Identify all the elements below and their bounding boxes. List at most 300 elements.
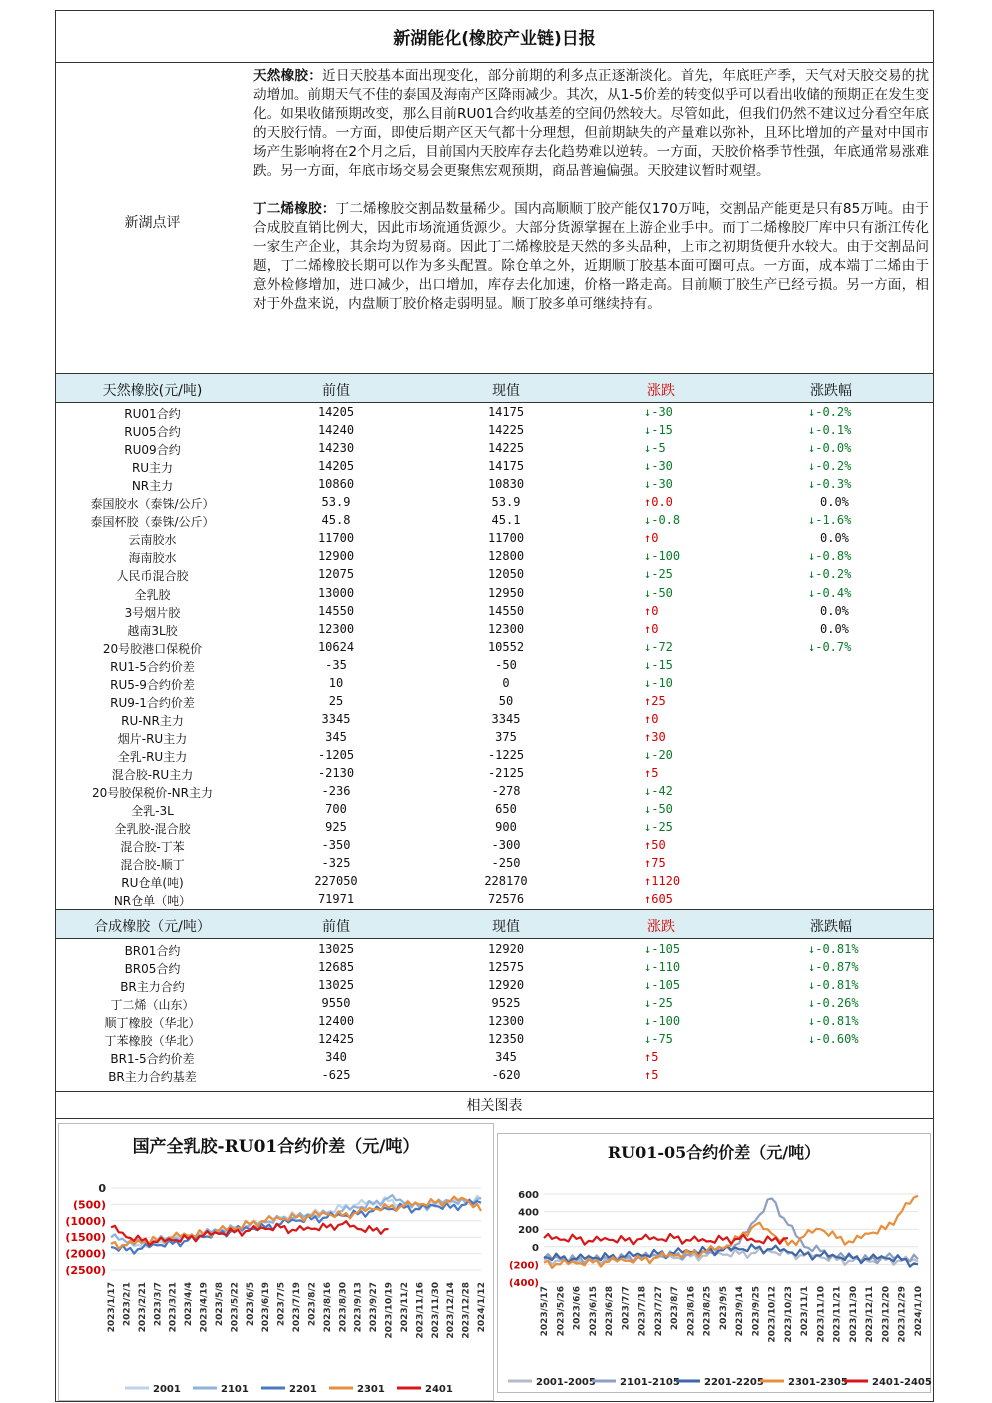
row-current-value: 9525 <box>491 996 521 1011</box>
row-name: RU01合约 <box>124 407 181 421</box>
row-current-value: 10830 <box>487 477 525 492</box>
arrow-down-icon: ↓ <box>644 942 652 956</box>
arrow-down-icon: ↓ <box>644 657 652 672</box>
series-line-2401-2405 <box>544 1234 788 1245</box>
arrow-up-icon: ↑ <box>644 531 652 546</box>
arrow-down-icon: ↓ <box>644 978 652 993</box>
row-change <box>644 676 724 690</box>
arrow-up-icon: ↑ <box>644 1068 652 1083</box>
row-current-value: -250 <box>491 856 521 871</box>
row-change-pct <box>808 459 898 473</box>
row-name: 20号胶港口保税价 <box>102 641 203 656</box>
natural-rubber-comment <box>253 67 929 181</box>
row-prev-value: 14240 <box>317 423 355 438</box>
row-prev-value: 13000 <box>317 585 355 600</box>
row-prev-value: 12300 <box>317 621 355 636</box>
chart-latex-ru01-spread <box>58 1123 494 1401</box>
chart-ru01-05-spread <box>497 1133 931 1393</box>
row-change <box>644 477 724 491</box>
table-row <box>56 977 933 995</box>
row-current-value: 45.1 <box>491 513 521 528</box>
row-change-pct-value: -0.81% <box>815 1014 859 1029</box>
row-current-value: 12300 <box>487 1014 525 1029</box>
table-row <box>56 1049 933 1067</box>
row-change <box>644 820 724 834</box>
arrow-down-icon: ↓ <box>644 441 652 456</box>
row-change-value: -15 <box>651 657 673 672</box>
row-change-value: -25 <box>651 820 673 835</box>
arrow-down-icon: ↓ <box>808 996 816 1011</box>
row-name: 全乳-3L <box>131 804 174 819</box>
legend-label: 2001 <box>153 1384 181 1395</box>
row-change-pct <box>808 622 898 636</box>
row-prev-value: 13025 <box>317 978 355 993</box>
y-tick-label: 0 <box>98 1182 106 1195</box>
row-change <box>644 586 724 600</box>
legend-label: 2301 <box>357 1384 385 1395</box>
row-name: 顺丁橡胶（华北） <box>104 1016 201 1031</box>
x-tick-label: 2023/8/25 <box>702 1286 713 1337</box>
row-change <box>644 1032 724 1046</box>
row-prev-value: 10860 <box>317 477 355 492</box>
row-name: 全乳胶 <box>134 587 171 602</box>
y-tick-label: (2500) <box>65 1264 106 1277</box>
table-row <box>56 494 933 512</box>
y-tick-label: 400 <box>518 1207 539 1219</box>
row-current-value: 12920 <box>487 978 525 993</box>
row-change-value: -10 <box>651 675 673 690</box>
row-name: 丁苯橡胶（华北） <box>104 1034 201 1049</box>
row-name: 人民币混合胶 <box>116 569 189 584</box>
table-row <box>56 783 933 801</box>
row-change-pct <box>808 477 898 491</box>
row-change-pct <box>808 405 898 419</box>
natural-rubber-body: 近日天胶基本面出现变化，部分前期的利多点正逐渐淡化。首先，年底旺产季，天气对天胶交易的扰动增加。前期天气不佳的泰国及海南产区降雨减少。其次，从1-5价差的转变似乎可以看出收储的预期正在发生变化。如果收储预期改变，那么目前RU01合约收基差的空间仍然较大。尽管如此，但我们仍然不建议过分看空年底的天胶行情。一方面，即使后期产区天气都十分理想，但前期缺失的产量难以弥补，且环比增加的产量对中国市场产生影响将在2个月之后，目前国内天胶库存去化趋势难以逆转。一方面，天胶价格季节性强，年底通常易涨难跌。另一方面，年底市场交易会更聚焦宏观预期，商品普遍偏强。天胶建议暂时观望。 <box>253 68 930 179</box>
row-change-value: 25 <box>651 693 666 708</box>
x-tick-label: 2023/8/30 <box>338 1282 349 1333</box>
row-change-value: 50 <box>651 838 666 853</box>
row-prev-value: 25 <box>328 693 344 708</box>
row-prev-value: 10624 <box>317 639 355 654</box>
arrow-down-icon: ↓ <box>808 405 816 419</box>
table-row <box>56 729 933 747</box>
row-prev-value: 13025 <box>317 942 355 956</box>
row-prev-value: -350 <box>321 838 351 853</box>
row-change-value: -30 <box>651 477 673 492</box>
table-row <box>56 873 933 891</box>
row-name: 3号烟片胶 <box>124 605 181 620</box>
arrow-down-icon: ↓ <box>644 1032 652 1047</box>
synthetic-table-header <box>56 909 933 939</box>
row-change-value: 0 <box>651 531 659 546</box>
row-change-value: -5 <box>651 441 666 456</box>
row-change-value: -25 <box>651 996 673 1011</box>
table-row <box>56 693 933 711</box>
table-row <box>56 801 933 819</box>
table-row <box>56 512 933 530</box>
x-tick-label: 2023/7/19 <box>292 1282 302 1333</box>
table-row <box>56 639 933 657</box>
arrow-down-icon: ↓ <box>644 477 652 492</box>
y-tick-label: (2000) <box>65 1247 106 1261</box>
y-tick-label: 600 <box>518 1190 539 1201</box>
chart2-svg <box>498 1134 932 1394</box>
arrow-down-icon: ↓ <box>808 441 816 456</box>
arrow-up-icon: ↑ <box>644 711 652 726</box>
row-current-value: -620 <box>491 1068 521 1083</box>
arrow-up-icon: ↑ <box>644 495 652 510</box>
table-row <box>56 476 933 494</box>
row-current-value: 345 <box>495 1050 517 1065</box>
row-change-value: 30 <box>651 729 666 744</box>
table-row <box>56 440 933 458</box>
row-prev-value: -1205 <box>317 747 355 762</box>
row-name: 混合胶-顺丁 <box>120 858 185 873</box>
row-change <box>644 549 724 563</box>
arrow-down-icon: ↓ <box>808 1032 816 1047</box>
row-change-value: 5 <box>651 1050 659 1065</box>
row-change <box>644 567 724 581</box>
x-tick-label: 2023/1/17 <box>107 1282 117 1333</box>
x-tick-label: 2023/12/20 <box>881 1286 892 1343</box>
natural-header-pct: 涨跌幅 <box>810 383 852 399</box>
table-row <box>56 422 933 440</box>
row-name: RU1-5合约价差 <box>110 659 195 674</box>
row-change-pct-value: -0.87% <box>815 960 859 975</box>
natural-table-header <box>56 373 933 403</box>
row-change <box>644 441 724 455</box>
row-change <box>644 748 724 762</box>
legend-label: 2101 <box>221 1384 249 1395</box>
row-change-value: -42 <box>651 784 673 799</box>
row-current-value: -278 <box>491 784 521 799</box>
x-tick-label: 2023/4/19 <box>199 1282 210 1333</box>
row-name: 越南3L胶 <box>127 623 178 638</box>
row-prev-value: 12400 <box>317 1014 355 1029</box>
row-change-value: -110 <box>651 960 681 975</box>
y-tick-label: (400) <box>508 1278 539 1289</box>
row-prev-value: -2130 <box>317 766 355 780</box>
x-tick-label: 2023/11/2 <box>399 1282 410 1333</box>
row-change-pct <box>808 423 898 437</box>
row-change-pct-value: 0.0% <box>820 531 849 546</box>
legend-label: 2201-2205 <box>704 1377 764 1388</box>
row-name: 泰国胶水（泰铢/公斤） <box>90 497 215 512</box>
row-change-value: -50 <box>651 585 673 600</box>
row-current-value: 12050 <box>487 567 525 582</box>
natural-header-cur: 现值 <box>492 383 520 399</box>
row-change-value: -20 <box>651 747 673 762</box>
x-tick-label: 2023/12/29 <box>897 1286 908 1343</box>
table-row <box>56 995 933 1013</box>
arrow-down-icon: ↓ <box>808 513 816 528</box>
row-prev-value: -325 <box>321 856 351 871</box>
row-change <box>644 978 724 992</box>
commentary-section <box>56 63 933 381</box>
row-change-pct-value: -0.4% <box>815 585 852 600</box>
table-row <box>56 566 933 584</box>
row-change-pct <box>808 1032 898 1046</box>
x-tick-label: 2023/5/26 <box>556 1286 567 1337</box>
row-prev-value: 14550 <box>317 603 355 618</box>
row-change <box>644 531 724 545</box>
row-change <box>644 1068 724 1082</box>
row-change <box>644 892 724 906</box>
y-tick-label: (1500) <box>65 1231 106 1245</box>
x-tick-label: 2023/8/16 <box>686 1286 697 1337</box>
br-rubber-body: 丁二烯橡胶交割品数量稀少。国内高顺顺丁胶产能仅170万吨，交割品产能更是只有85万吨。由于合成胶直销比例大，因此市场流通货源少。大部分货源掌握在上游企业手中。而丁二烯橡胶厂库中只有浙江传化一家生产企业，其余均为贸易商。因此丁二烯橡胶是天然的多头品种，上市之初期货便升水较大。由于交割品问题，丁二烯橡胶长期可以作为多头配置。除仓单之外，近期顺丁胶基本面可圈可点。一方面，成本端丁二烯由于意外检修增加，进口减少，出口增加，库存去化加速，价格一路走高。目前顺丁胶生产已经亏损。另一方面，相对于外盘来说，内盘顺丁胶价格走弱明显。顺丁胶多单可继续持有。 <box>253 201 929 312</box>
x-tick-label: 2023/2/1 <box>122 1282 133 1327</box>
row-change-pct-value: -0.2% <box>815 567 852 582</box>
row-name: 烟片-RU主力 <box>117 731 188 746</box>
row-change <box>644 730 724 744</box>
row-change-value: -100 <box>651 1014 681 1029</box>
table-row <box>56 603 933 621</box>
row-name: 云南胶水 <box>128 533 177 548</box>
row-current-value: 14175 <box>487 459 525 474</box>
row-prev-value: 12685 <box>317 960 355 975</box>
arrow-down-icon: ↓ <box>644 1014 652 1029</box>
row-change-value: -50 <box>651 802 673 817</box>
natural-header-name: 天然橡胶(元/吨) <box>102 383 203 399</box>
chart1-svg <box>59 1124 495 1402</box>
x-tick-label: 2024/1/10 <box>914 1286 924 1337</box>
arrow-down-icon: ↓ <box>808 960 816 975</box>
row-change <box>644 513 724 527</box>
row-change-pct-value: -0.3% <box>815 477 852 492</box>
row-change <box>644 766 724 780</box>
row-name: 全乳胶-混合胶 <box>114 822 191 837</box>
x-tick-label: 2023/6/6 <box>572 1286 583 1331</box>
x-tick-label: 2023/3/7 <box>153 1282 164 1327</box>
arrow-down-icon: ↓ <box>644 549 652 564</box>
table-row <box>56 1031 933 1049</box>
row-change <box>644 694 724 708</box>
row-current-value: -50 <box>495 657 517 672</box>
br-rubber-heading: 丁二烯橡胶： <box>253 201 336 217</box>
y-tick-label: (1000) <box>65 1214 106 1228</box>
x-tick-label: 2023/8/16 <box>322 1282 333 1333</box>
row-change-value: -15 <box>651 423 673 438</box>
x-tick-label: 2023/12/28 <box>461 1282 472 1339</box>
row-change-value: -105 <box>651 978 681 993</box>
row-change <box>644 405 724 419</box>
arrow-down-icon: ↓ <box>644 513 652 528</box>
arrow-down-icon: ↓ <box>808 978 816 993</box>
row-change-value: -30 <box>651 405 673 419</box>
row-change-pct <box>808 586 898 600</box>
row-current-value: 50 <box>498 693 514 708</box>
row-prev-value: 9550 <box>321 996 351 1011</box>
x-tick-label: 2023/7/27 <box>653 1286 664 1337</box>
table-row <box>56 675 933 693</box>
arrow-up-icon: ↑ <box>644 856 652 871</box>
row-current-value: 0 <box>502 675 510 690</box>
arrow-up-icon: ↑ <box>644 729 652 744</box>
row-change-value: -72 <box>651 639 673 654</box>
row-prev-value: 227050 <box>314 874 358 889</box>
chart1-title: 国产全乳胶-RU01合约价差（元/吨） <box>132 1137 420 1157</box>
row-prev-value: 12425 <box>317 1032 355 1047</box>
row-name: BR05合约 <box>124 962 181 977</box>
row-change <box>644 1050 724 1064</box>
row-prev-value: 10 <box>328 675 344 690</box>
x-tick-label: 2023/12/11 <box>865 1286 876 1343</box>
row-change-pct-value: -0.7% <box>815 639 852 654</box>
table-row <box>56 765 933 783</box>
report-title: 新湖能化(橡胶产业链)日报 <box>56 11 933 63</box>
x-tick-label: 2023/9/5 <box>718 1286 729 1331</box>
commentary-text <box>253 67 929 333</box>
row-prev-value: 700 <box>325 802 347 817</box>
row-prev-value: 45.8 <box>321 513 351 528</box>
row-name: 丁二烯（山东） <box>110 998 195 1013</box>
row-change-pct-value: 0.0% <box>820 621 849 636</box>
row-change-pct <box>808 996 898 1010</box>
arrow-down-icon: ↓ <box>644 996 652 1011</box>
row-name: RU-NR主力 <box>121 713 184 728</box>
row-name: 混合胶-丁苯 <box>120 840 185 855</box>
arrow-down-icon: ↓ <box>644 567 652 582</box>
x-tick-label: 2023/5/8 <box>214 1282 225 1327</box>
row-current-value: 12950 <box>487 585 525 600</box>
row-change-value: 0 <box>651 711 659 726</box>
row-prev-value: 345 <box>325 729 347 744</box>
row-change-pct <box>808 531 898 545</box>
arrow-down-icon: ↓ <box>644 405 652 419</box>
x-tick-label: 2023/11/30 <box>430 1282 441 1339</box>
synthetic-header-prev: 前值 <box>322 919 350 935</box>
legend-label: 2401 <box>425 1384 453 1395</box>
arrow-up-icon: ↑ <box>644 603 652 618</box>
row-prev-value: 12075 <box>317 567 355 582</box>
row-change <box>644 996 724 1010</box>
x-tick-label: 2023/5/17 <box>540 1286 550 1337</box>
row-change-value: 75 <box>651 856 666 871</box>
row-change-pct-value: -0.1% <box>815 423 852 438</box>
arrow-up-icon: ↑ <box>644 838 652 853</box>
row-change-pct <box>808 567 898 581</box>
arrow-down-icon: ↓ <box>808 639 816 654</box>
row-change <box>644 622 724 636</box>
arrow-down-icon: ↓ <box>644 960 652 975</box>
row-change-value: 0.0 <box>651 495 673 510</box>
x-tick-label: 2023/8/2 <box>307 1282 318 1327</box>
table-row <box>56 891 933 909</box>
row-current-value: 11700 <box>487 531 525 546</box>
row-change-pct-value: -0.8% <box>815 549 852 564</box>
row-change-pct-value: -0.2% <box>815 405 852 419</box>
arrow-down-icon: ↓ <box>644 639 652 654</box>
row-change-value: 1120 <box>651 874 681 889</box>
row-name: 泰国杯胶（泰铢/公斤） <box>90 515 215 530</box>
x-tick-label: 2023/6/28 <box>605 1286 616 1337</box>
row-change <box>644 495 724 509</box>
row-current-value: 12575 <box>487 960 525 975</box>
arrow-down-icon: ↓ <box>644 459 652 474</box>
legend-label: 2001-2005 <box>536 1377 596 1388</box>
row-current-value: -1225 <box>487 747 525 762</box>
row-change-pct-value: -0.26% <box>815 996 859 1011</box>
arrow-up-icon: ↑ <box>644 693 652 708</box>
row-change-value: -105 <box>651 942 681 956</box>
row-name: RU5-9合约价差 <box>110 677 195 692</box>
row-change-value: 0 <box>651 603 659 618</box>
row-current-value: -2125 <box>487 766 525 780</box>
arrow-down-icon: ↓ <box>808 459 816 474</box>
arrow-down-icon: ↓ <box>808 423 816 438</box>
natural-header-chg: 涨跌 <box>647 383 675 399</box>
row-name: BR01合约 <box>124 944 181 958</box>
natural-header-prev: 前值 <box>322 383 350 399</box>
chart2-title: RU01-05合约价差（元/吨） <box>607 1143 821 1162</box>
row-prev-value: 925 <box>325 820 347 835</box>
arrow-down-icon: ↓ <box>808 942 816 956</box>
y-tick-label: 0 <box>532 1242 539 1254</box>
x-tick-label: 2023/7/7 <box>621 1286 632 1331</box>
row-name: NR主力 <box>131 479 174 494</box>
legend-label: 2101-2105 <box>620 1377 680 1388</box>
row-prev-value: -625 <box>321 1068 351 1083</box>
row-current-value: 72576 <box>487 892 525 907</box>
row-prev-value: 11700 <box>317 531 355 546</box>
row-current-value: 900 <box>495 820 517 835</box>
row-change <box>644 942 724 956</box>
x-tick-label: 2023/4/4 <box>184 1282 195 1327</box>
row-change <box>644 1014 724 1028</box>
row-current-value: 12920 <box>487 942 525 956</box>
x-tick-label: 2023/10/23 <box>783 1286 794 1343</box>
row-current-value: 12800 <box>487 549 525 564</box>
row-prev-value: 12900 <box>317 549 355 564</box>
row-name: 20号胶保税价-NR主力 <box>92 786 213 801</box>
table-row <box>56 585 933 603</box>
row-change-pct-value: -0.81% <box>815 978 859 993</box>
table-row <box>56 621 933 639</box>
row-change <box>644 802 724 816</box>
arrow-down-icon: ↓ <box>644 675 652 690</box>
row-change-pct-value: -1.6% <box>815 513 852 528</box>
row-current-value: 12350 <box>487 1032 525 1047</box>
row-change <box>644 459 724 473</box>
br-rubber-comment <box>253 200 929 314</box>
row-prev-value: 14230 <box>317 441 355 456</box>
arrow-down-icon: ↓ <box>808 1014 816 1029</box>
row-name: BR1-5合约价差 <box>110 1052 195 1067</box>
row-change-pct <box>808 960 898 974</box>
x-tick-label: 2023/6/15 <box>588 1286 599 1337</box>
table-row <box>56 458 933 476</box>
synthetic-header-cur: 现值 <box>492 919 520 935</box>
arrow-down-icon: ↓ <box>644 585 652 600</box>
row-change <box>644 784 724 798</box>
row-change <box>644 712 724 726</box>
x-tick-label: 2023/5/22 <box>230 1282 241 1333</box>
row-current-value: 375 <box>495 729 517 744</box>
row-change-pct <box>808 640 898 654</box>
report-frame <box>55 10 934 1402</box>
table-row <box>56 657 933 675</box>
x-tick-label: 2023/11/10 <box>816 1286 827 1343</box>
row-prev-value: 3345 <box>321 711 351 726</box>
arrow-up-icon: ↑ <box>644 1050 652 1065</box>
charts-section-title: 相关图表 <box>56 1091 933 1119</box>
table-row <box>56 819 933 837</box>
row-change-value: 0 <box>651 621 659 636</box>
row-change-pct <box>808 495 898 509</box>
row-change <box>644 960 724 974</box>
row-change-pct-value: -0.60% <box>815 1032 859 1047</box>
